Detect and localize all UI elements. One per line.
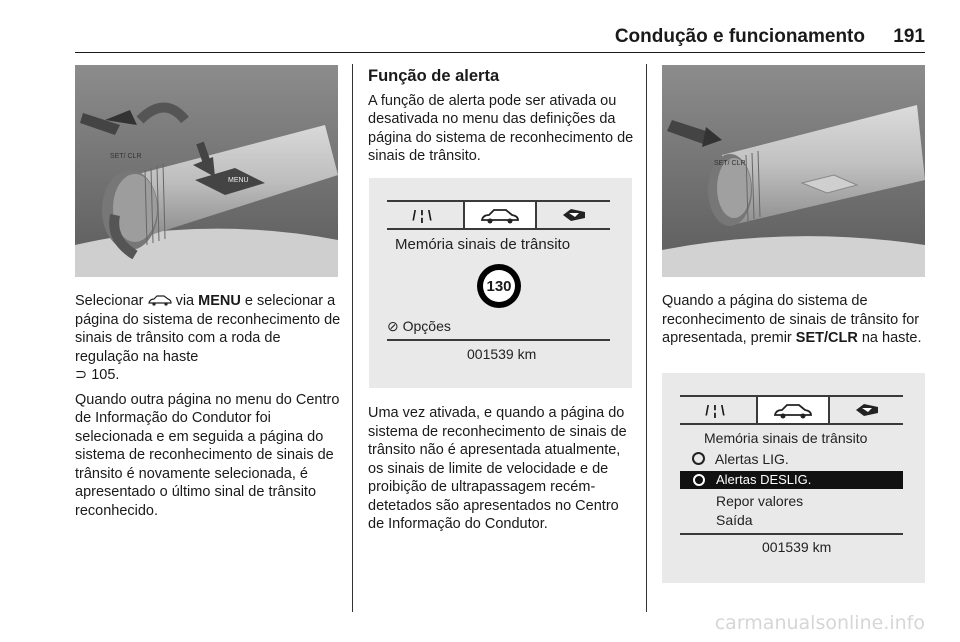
- page-header: [75, 22, 925, 52]
- section-heading: Função de alerta: [368, 67, 500, 85]
- lcd-2-title: Memória sinais de trânsito: [704, 430, 868, 446]
- middle-para-1: A função de alerta pode ser ativada ou desativada no menu das definições da página do sistema de reconhecimento de sinais de trânsito.: [368, 92, 634, 164]
- menu-item-alertas-lig[interactable]: Alertas LIG.: [692, 451, 789, 467]
- car-icon-2: [756, 397, 830, 425]
- display-screen-2: [662, 373, 925, 583]
- set-clr-label: SET/ CLR: [110, 153, 142, 160]
- lcd-1: [387, 200, 610, 368]
- stalk-illustration: [75, 65, 338, 277]
- lcd-2-tab-rule: [680, 423, 903, 425]
- stalk-illustration-2: [662, 65, 925, 277]
- section-title: Condução e funcionamento: [614, 26, 865, 47]
- set-clr-label-2: SET/ CLR: [714, 160, 746, 167]
- menu-key: MENU: [198, 293, 241, 309]
- right-column-text: [662, 292, 930, 354]
- left-column-text: [75, 292, 345, 526]
- column-separator-1: [352, 64, 353, 612]
- right-para-1: Quando a página do sistema de reconhecimento de sinais de trânsito for apresentada, premir SET/CLR na haste.: [662, 293, 922, 346]
- radio-icon-selected: [693, 474, 705, 486]
- menu-button-label: MENU: [228, 177, 249, 184]
- page-ref-arrow-icon: ⊃: [75, 367, 88, 383]
- lane-icon-2: / ¦ \: [705, 402, 725, 418]
- menu-item-repor-valores[interactable]: Repor valores: [716, 493, 804, 509]
- watermark: carmanualsonline.info: [714, 612, 925, 634]
- menu-item-saida[interactable]: Saída: [716, 512, 753, 528]
- page-number: 191: [893, 26, 925, 47]
- middle-column-bottom: [368, 404, 638, 540]
- lcd-2-bottom-rule: [680, 533, 903, 535]
- header-rule: [75, 52, 925, 53]
- lcd-1-bottom-rule: [387, 339, 610, 341]
- stalk-photo-menu: [75, 65, 338, 277]
- car-icon: [148, 294, 172, 306]
- left-para-1: Selecionar via MENU e selecionar a página do sistema de reconhecimento de sinais de trânsito com a roda de regulação na haste ⊃ 105.: [75, 293, 341, 383]
- page-ref[interactable]: 105.: [91, 367, 120, 383]
- menu-item-alertas-deslig[interactable]: Alertas DESLIG.: [680, 471, 903, 489]
- options-row[interactable]: ⊘ Opções: [387, 318, 451, 334]
- display-screen-1: [369, 178, 632, 388]
- odometer-2: 001539 km: [762, 539, 832, 555]
- column-separator-2: [646, 64, 647, 612]
- lcd-1-tab-rule: [387, 228, 610, 230]
- lane-icon: / ¦ \: [412, 207, 432, 223]
- radio-icon: [692, 452, 705, 465]
- road-sign-icon-2: [832, 397, 902, 423]
- lcd-1-tabs: [387, 202, 610, 228]
- road-sign-icon: [539, 202, 609, 228]
- middle-para-2: Uma vez ativada, e quando a página do sistema de reconhecimento de sinais de trânsito não é apresentada atualmente, os sinais de limite de velocidade e de proibição de ultrapassagem recém-detetados são apresentados no Centro de Informação do Condutor.: [368, 405, 627, 532]
- lcd-2: [680, 395, 903, 563]
- lcd-1-title: Memória sinais de trânsito: [395, 236, 571, 253]
- lcd-2-tabs: [680, 397, 903, 423]
- setclr-key: SET/CLR: [795, 330, 858, 346]
- car-icon: [463, 202, 537, 230]
- speed-value: 130: [483, 270, 515, 302]
- stalk-photo-setclr: [662, 65, 925, 277]
- left-para-2: Quando outra página no menu do Centro de Informação do Condutor foi selecionada e em seguida a página do sistema de reconhecimento de sinais de trânsito é novamente selecionada, é apresentado o último sinal de trânsito reconhecido.: [75, 391, 340, 519]
- odometer-1: 001539 km: [467, 346, 537, 362]
- middle-column-top: [368, 67, 636, 172]
- checkmark-icon: ⊘: [387, 318, 399, 334]
- speed-limit-sign: [477, 264, 521, 308]
